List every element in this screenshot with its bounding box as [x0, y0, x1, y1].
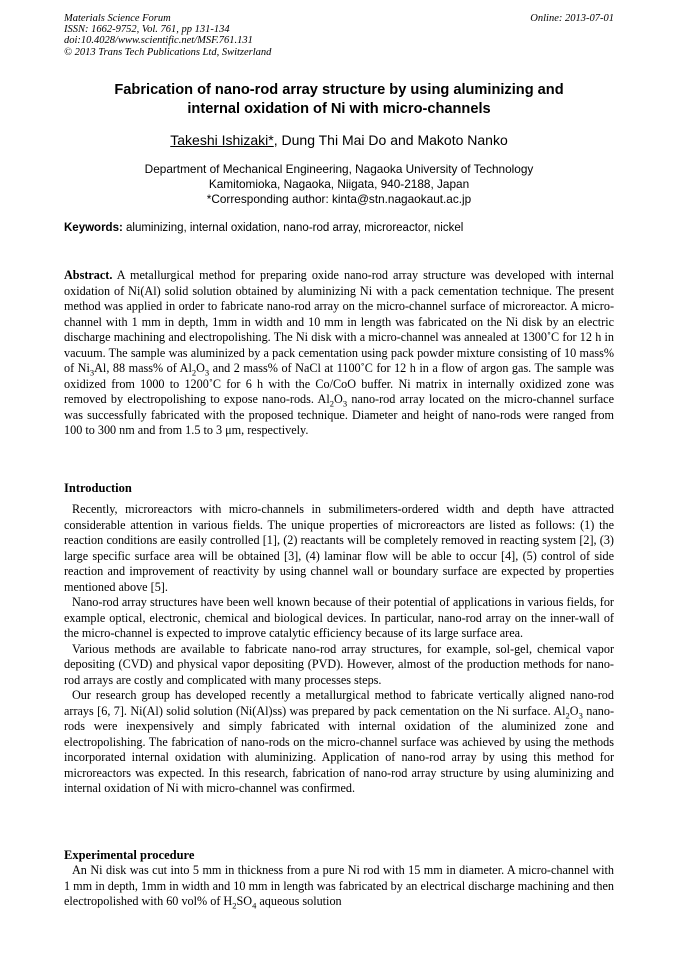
abstract-sub-3: 3 — [204, 367, 210, 378]
exp-p1-sub-2: 4 — [252, 900, 257, 911]
abstract-text-2: Al, 88 mass% of Al — [94, 361, 192, 375]
corresponding-author-link[interactable]: Takeshi Ishizaki* — [170, 132, 274, 148]
exp-paragraph-1 — [64, 863, 614, 910]
doi-line: doi:10.4028/www.scientific.net/MSF.761.131 — [64, 35, 253, 47]
introduction-body — [64, 502, 614, 797]
exp-p1-sub-1: 2 — [232, 900, 237, 911]
affiliation-address: Kamitomioka, Nagaoka, Niigata, 940-2188, Japan — [208, 177, 470, 191]
introduction-heading: Introduction — [64, 481, 132, 495]
intro-p4-text-a: Our research group has developed recently a metallurgical method to fabricate vertically aligned nano-rod arrays [6, 7]. Ni(Al) solid solution (Ni(Al)ss) was prepared by pack cementation on the Ni surface. Al — [64, 688, 614, 718]
author-list — [64, 132, 614, 149]
experimental-heading: Experimental procedure — [64, 848, 195, 862]
intro-paragraph-1: Recently, microreactors with micro-channels in submilimeters-ordered width and depth have attracted considerable attention in various fields. The unique properties of microreactors are listed as follows: (1) the reaction conditions are easily controlled [1], (2) reactants will be completely removed in reacting system [2], (3) large specific surface area will be obtained [3], (4) laminar flow will be able to occur [4], (5) control of side reaction and improvement of reactivity by using channel wall or boundary surface are expected by properties mentioned above [5]. — [64, 502, 614, 594]
abstract-text-1: A metallurgical method for preparing oxide nano-rod array structure was developed with internal oxidation of Ni(Al) solid solution obtained by aluminizing Ni with a pack cementation technique. The present method was applied in order to fabricate nano-rod array on the micro-channel surface of microreactor. A micro-channel with 1 mm in depth, 1mm in width and 10 mm in length was fabricated on the Ni disk by an electric discharge machining and electropolishing. The Ni disk with a micro-channel was annealed at 1300˚C for 12 h in vacuum. The sample was aluminized by a pack cementation using pack powder mixture consisting of 10 mass% of Ni — [64, 268, 614, 375]
experimental-body — [64, 863, 614, 910]
affiliation — [64, 162, 614, 207]
online-date: Online: 2013-07-01 — [530, 13, 614, 24]
abstract — [64, 268, 614, 439]
copyright-line: © 2013 Trans Tech Publications Ltd, Switzerland — [64, 46, 272, 58]
keywords-text: aluminizing, internal oxidation, nano-rod array, microreactor, nickel — [122, 222, 464, 234]
title-line-2: internal oxidation of Ni with micro-channels — [187, 101, 491, 117]
keywords — [64, 221, 614, 236]
intro-paragraph-3: Various methods are available to fabricate nano-rod array structures, for example, sol-gel, chemical vapor depositing (CVD) and physical vapor depositing (PVD). However, almost of the production methods for nano-rod arrays are costly and complicated with many processes steps. — [64, 641, 614, 687]
abstract-text-6: nano-rod array located on the micro-channel surface was successfully fabricated with the proposed technique. Diameter and height of nano-rods were ranged from 100 to 300 nm and from 1.5 to 3 μm, respectively. — [64, 392, 614, 437]
corresponding-email: *Corresponding author: kinta@stn.nagaokaut.ac.jp — [206, 192, 472, 206]
co-authors: , Dung Thi Mai Do and Makoto Nanko — [273, 132, 508, 148]
exp-p1-text-b: SO — [236, 894, 253, 908]
intro-p4-sub-2: 3 — [578, 709, 583, 720]
intro-p4-text-b: O — [569, 703, 579, 718]
abstract-text-3: O — [196, 361, 205, 375]
abstract-text-5: O — [334, 392, 343, 406]
journal-name: Materials Science Forum — [64, 13, 171, 24]
intro-p4-sub-1: 2 — [565, 709, 570, 720]
exp-p1-text-c: aqueous solution — [256, 894, 342, 908]
issn-line: ISSN: 1662-9752, Vol. 761, pp 131-134 — [64, 24, 230, 36]
exp-p1-text-a: An Ni disk was cut into 5 mm in thickness from a pure Ni rod with 15 mm in diameter. A micro-channel with 1 mm in depth, 1mm in width and 10 mm in length was fabricated by an electrical discharge machining and then electropolished with 60 vol% of H — [64, 863, 614, 908]
journal-header — [64, 13, 271, 58]
abstract-sub-4: 2 — [329, 398, 334, 409]
title-line-1: Fabrication of nano-rod array structure by using aluminizing and — [114, 82, 564, 98]
abstract-text-4: and 2 mass% of NaCl at 1100˚C for 12 h in a flow of argon gas. The sample was oxidized from 1000 to 1200˚C for 6 h with the Co/CoO buffer. Ni matrix in internally oxidized zone was removed by electropolishing to expose nano-rods. Al — [64, 361, 615, 406]
abstract-label: Abstract. — [64, 268, 113, 282]
abstract-sub-1: 3 — [89, 367, 95, 378]
keywords-label: Keywords: — [64, 222, 123, 234]
intro-paragraph-4 — [64, 688, 614, 797]
affiliation-department: Department of Mechanical Engineering, Nagaoka University of Technology — [144, 162, 534, 176]
paper-title — [64, 81, 614, 119]
intro-paragraph-2: Nano-rod array structures have been well known because of their potential of applications in various fields, for example optical, electronic, chemical and biological devices. In particular, nano-rod array on the inner-wall of the micro-channel is expected to improve catalytic efficiency because of its large surface area. — [64, 595, 614, 640]
abstract-sub-2: 2 — [191, 367, 197, 378]
abstract-sub-5: 3 — [342, 398, 348, 409]
intro-p4-text-c: nano-rods were inexpensively and simply fabricated with internal oxidation of the aluminized zone and electropolishing. The fabrication of nano-rods on the micro-channel surface was achieved by using the methods incorporated internal oxidation with aluminizing. Application of nano-rod array by using this method for microreactors was expected. In this research, fabrication of nano-rod array structure by using aluminizing and internal oxidation of Ni with micro-channel was confirmed. — [64, 703, 614, 795]
